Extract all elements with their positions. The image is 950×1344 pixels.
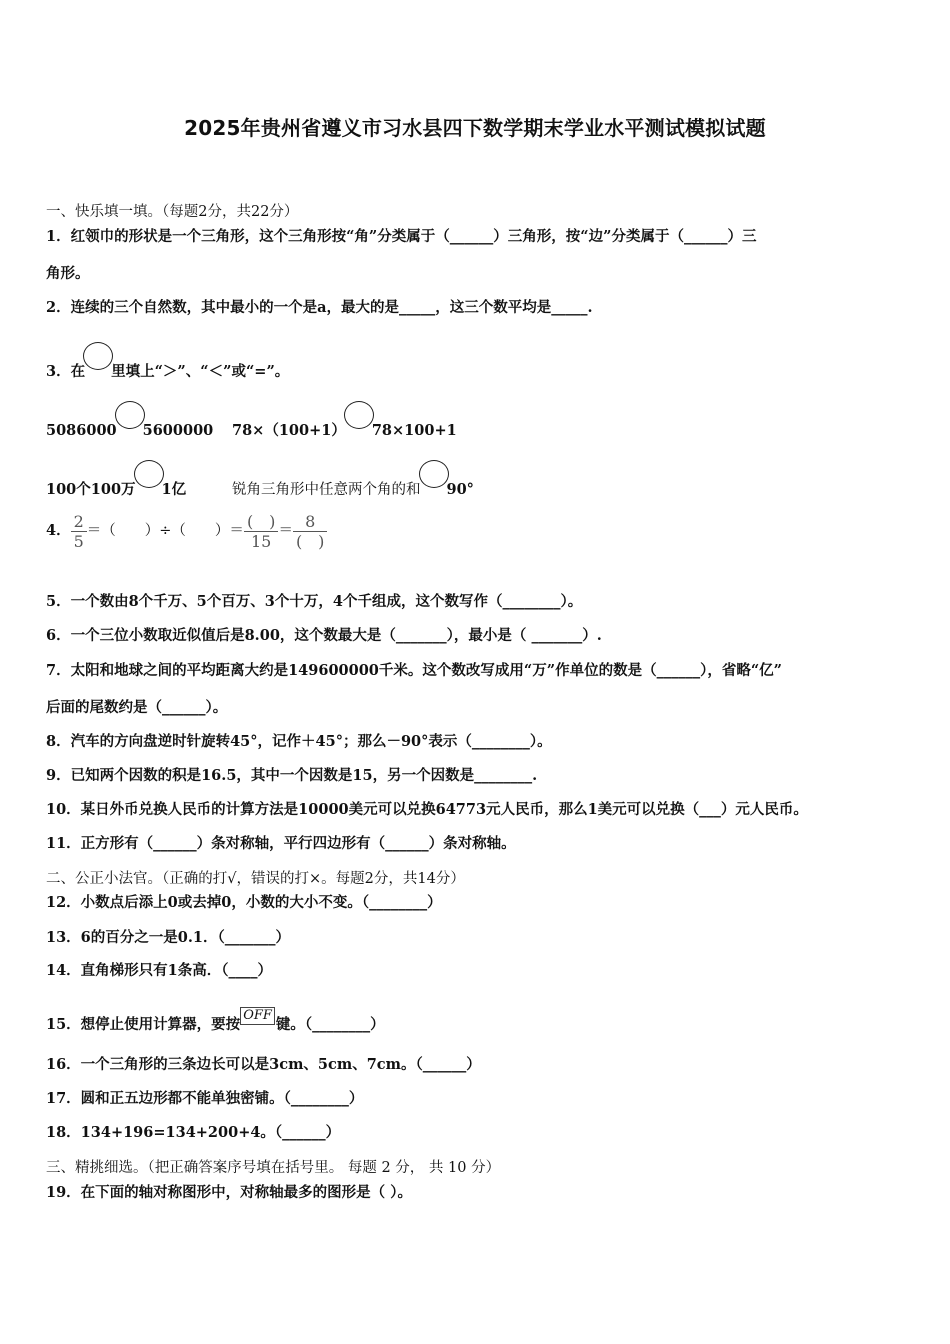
- comparison-3: [46, 460, 226, 501]
- fraction-3-numerator: 8: [293, 512, 328, 532]
- off-key-icon: OFF: [240, 1007, 275, 1025]
- question-19: 19．在下面的轴对称图形中，对称轴最多的图形是（ ）。: [46, 1184, 412, 1201]
- question-6: 6．一个三位小数取近似值后是8.00，这个数最大是（_______），最小是（ _______）.: [46, 627, 602, 644]
- section-1-heading: 一、快乐填一填。（每题2分，共22分）: [46, 204, 299, 220]
- compare-circle-icon: [83, 342, 113, 370]
- question-1-line-2: 角形。: [46, 265, 90, 282]
- question-18: 18．134+196=134+200+4。（______）: [46, 1124, 341, 1141]
- fraction-2: [244, 512, 279, 551]
- comparison-1: [46, 401, 214, 442]
- question-12: 12．小数点后添上0或去掉0，小数的大小不变。（________）: [46, 894, 442, 911]
- question-10: 10．某日外币兑换人民币的计算方法是10000美元可以兑换64773元人民币，那么1美元可以兑换（___）元人民币。: [46, 801, 808, 818]
- question-9: 9．已知两个因数的积是16.5，其中一个因数是15，另一个因数是________.: [46, 767, 538, 784]
- comparison-2-right: 78×100+1: [371, 422, 457, 439]
- section-2-heading: 二、公正小法官。（正确的打√，错误的打×。每题2分，共14分）: [46, 871, 465, 887]
- question-13: 13．6的百分之一是0.1．（_______）: [46, 929, 290, 946]
- comparison-1-right: 5600000: [142, 422, 214, 439]
- compare-circle-icon: [115, 401, 145, 429]
- question-14: 14．直角梯形只有1条高．（____）: [46, 962, 273, 979]
- fraction-3: [293, 512, 328, 551]
- fraction-1-denominator: 5: [73, 531, 84, 551]
- comparison-3-right: 1亿: [161, 481, 187, 498]
- question-16: 16．一个三角形的三条边长可以是3cm、5cm、7cm。（______）: [46, 1056, 481, 1073]
- compare-circle-icon: [344, 401, 374, 429]
- comparison-3-left: 100个100万: [46, 481, 136, 498]
- comparison-4-right: 90°: [446, 481, 474, 498]
- question-1-line-1: 1．红领巾的形状是一个三角形，这个三角形按“角”分类属于（______）三角形，按“边”分类属于（______）三: [46, 228, 757, 245]
- question-15: [46, 1007, 906, 1036]
- question-4-label: 4．: [46, 522, 71, 539]
- question-3-suffix: 里填上“＞”、“＜”或“=”。: [111, 363, 290, 380]
- question-7-line-1: 7．太阳和地球之间的平均距离大约是149600000千米。这个数改写成用“万”作单位的数是（______），省略“亿”: [46, 662, 782, 679]
- section-3-heading: 三、精挑细选。（把正确答案序号填在括号里。 每题 2 分， 共 10 分）: [46, 1160, 501, 1176]
- comparison-1-left: 5086000: [46, 422, 117, 439]
- compare-circle-icon: [134, 460, 164, 488]
- question-15-suffix: 键。（________）: [275, 1016, 385, 1033]
- question-7-line-2: 后面的尾数约是（______）。: [46, 699, 228, 716]
- question-4-equals: ＝: [278, 523, 293, 539]
- question-11: 11．正方形有（______）条对称轴，平行四边形有（______）条对称轴。: [46, 835, 516, 852]
- question-5: 5．一个数由8个千万、5个百万、3个十万，4个千组成，这个数写作（________）。: [46, 593, 583, 610]
- comparison-2-left: 78×（100+1）: [232, 422, 346, 439]
- question-4-equation: ＝（ ）÷（ ）＝: [86, 523, 244, 539]
- fraction-2-numerator: ( ): [244, 512, 279, 532]
- question-15-prefix: 15．想停止使用计算器，要按: [46, 1016, 241, 1033]
- comparison-4: [232, 460, 532, 501]
- fraction-3-denominator: ( ): [295, 531, 325, 551]
- question-3: [46, 342, 906, 383]
- question-8: 8．汽车的方向盘逆时针旋转45°，记作＋45°；那么－90°表示（________）。: [46, 733, 552, 750]
- question-4: [46, 508, 906, 554]
- page-title: 2025年贵州省遵义市习水县四下数学期末学业水平测试模拟试题: [184, 116, 766, 140]
- fraction-2-denominator: 15: [251, 531, 272, 551]
- question-17: 17．圆和正五边形都不能单独密铺。（________）: [46, 1090, 364, 1107]
- compare-circle-icon: [419, 460, 449, 488]
- comparison-4-left: 锐角三角形中任意两个角的和: [232, 482, 421, 498]
- fraction-1: [71, 512, 87, 551]
- fraction-1-numerator: 2: [71, 512, 87, 532]
- question-2: 2．连续的三个自然数，其中最小的一个是a，最大的是_____，这三个数平均是_____.: [46, 299, 593, 316]
- comparison-2: [232, 401, 532, 442]
- question-3-prefix: 3．在: [46, 363, 86, 380]
